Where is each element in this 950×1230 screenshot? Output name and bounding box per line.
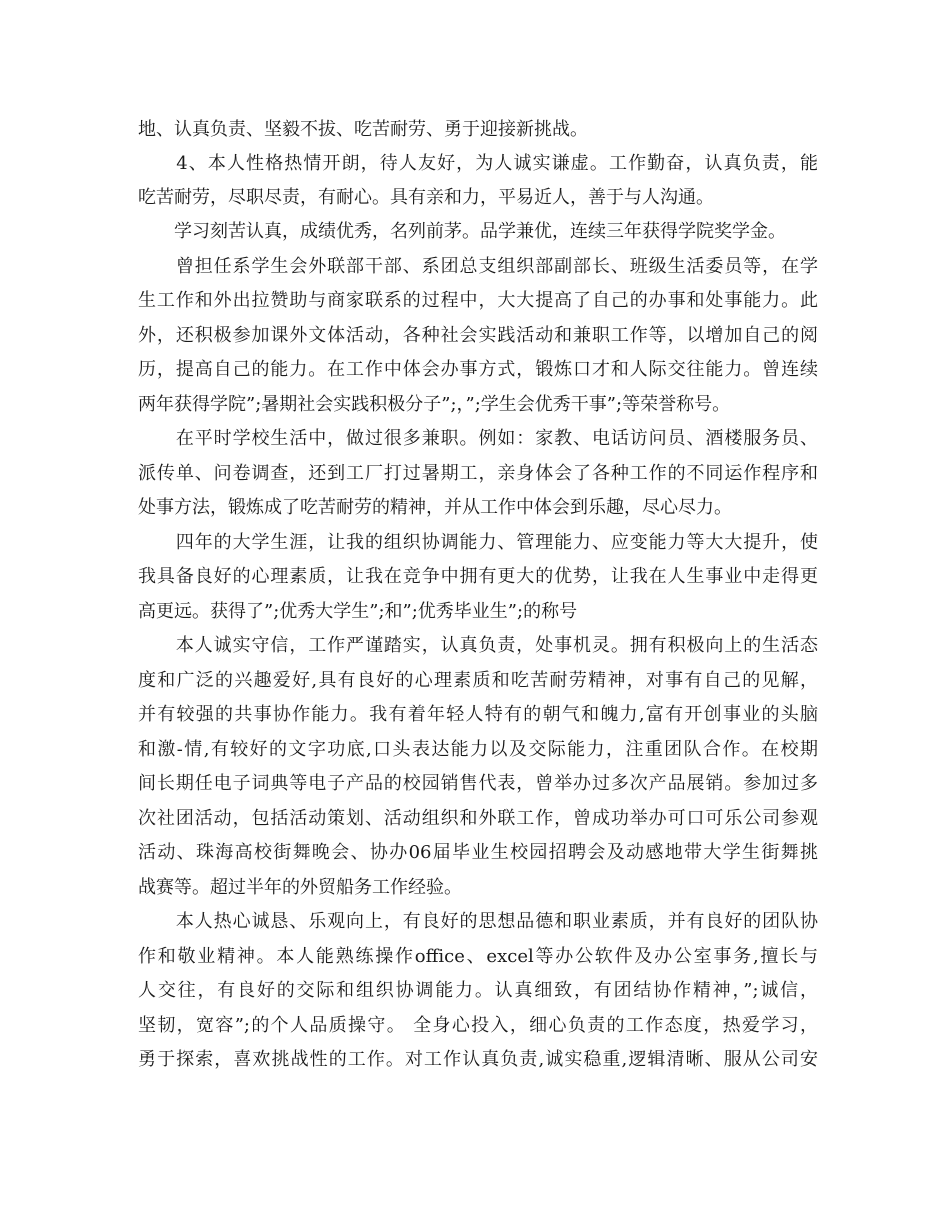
text-line: 曾担任系学生会外联部干部、系团总支组织部副部长、班级生活委员等，在学	[138, 256, 818, 277]
text-line: 活动、珠海高校街舞晚会、协办06届毕业生校园招聘会及动感地带大学生街舞挑	[138, 842, 818, 863]
text-line: 并有较强的共事协作能力。我有着年轻人特有的朝气和魄力,富有开创事业的头脑	[138, 704, 818, 725]
text-line: 战赛等。超过半年的外贸船务工作经验。	[138, 877, 462, 898]
text-line: 4、本人性格热情开朗，待人友好，为人诚实谦虚。工作勤奋，认真负责，能	[138, 153, 818, 174]
text-line: 历，提高自己的能力。在工作中体会办事方式，锻炼口才和人际交往能力。曾连续	[138, 359, 818, 380]
text-line: 学习刻苦认真，成绩优秀，名列前茅。品学兼优，连续三年获得学院奖学金。	[138, 221, 786, 242]
text-line: 两年获得学院”;暑期社会实践积极分子”;，”;学生会优秀干事”;等荣誉称号。	[138, 394, 731, 415]
text-line: 外，还积极参加课外文体活动，各种社会实践活动和兼职工作等，以增加自己的阅	[138, 325, 818, 346]
text-line: 地、认真负责、坚毅不拔、吃苦耐劳、勇于迎接新挑战。	[138, 119, 588, 140]
text-line: 本人热心诚恳、乐观向上，有良好的思想品德和职业素质，并有良好的团队协	[138, 911, 818, 932]
text-line: 在平时学校生活中，做过很多兼职。例如：家教、电话访问员、酒楼服务员、	[138, 428, 818, 449]
text-line: 派传单、问卷调查，还到工厂打过暑期工，亲身体会了各种工作的不同运作程序和	[138, 463, 818, 484]
text-line: 本人诚实守信，工作严谨踏实，认真负责，处事机灵。拥有积极向上的生活态	[138, 635, 818, 656]
text-line: 我具备良好的心理素质，让我在竞争中拥有更大的优势，让我在人生事业中走得更	[138, 566, 818, 587]
text-line: 和激-情,有较好的文字功底,口头表达能力以及交际能力，注重团队合作。在校期	[138, 739, 818, 760]
text-line: 生工作和外出拉赞助与商家联系的过程中，大大提高了自己的办事和处事能力。此	[138, 290, 818, 311]
text-line: 人交往，有良好的交际和组织协调能力。认真细致，有团结协作精神，”;诚信，	[138, 980, 818, 1001]
text-line: 四年的大学生涯，让我的组织协调能力、管理能力、应变能力等大大提升，使	[138, 532, 818, 553]
text-line: 勇于探索，喜欢挑战性的工作。对工作认真负责,诚实稳重,逻辑清晰、服从公司安	[138, 1049, 818, 1070]
text-line: 吃苦耐劳，尽职尽责，有耐心。具有亲和力，平易近人，善于与人沟通。	[138, 187, 714, 208]
text-line: 间长期任电子词典等电子产品的校园销售代表，曾举办过多次产品展销。参加过多	[138, 773, 818, 794]
text-line: 高更远。获得了”;优秀大学生”;和”;优秀毕业生”;的称号	[138, 601, 578, 622]
text-line: 度和广泛的兴趣爱好,具有良好的心理素质和吃苦耐劳精神，对事有自己的见解，	[138, 670, 818, 691]
text-line: 次社团活动，包括活动策划、活动组织和外联工作，曾成功举办可口可乐公司参观	[138, 808, 818, 829]
text-line: 作和敬业精神。本人能熟练操作office、excel等办公软件及办公室事务,擅长与	[138, 946, 818, 967]
text-line: 处事方法，锻炼成了吃苦耐劳的精神，并从工作中体会到乐趣，尽心尽力。	[138, 497, 732, 518]
text-line: 坚韧，宽容”;的个人品质操守。 全身心投入，细心负责的工作态度，热爱学习，	[138, 1015, 818, 1036]
